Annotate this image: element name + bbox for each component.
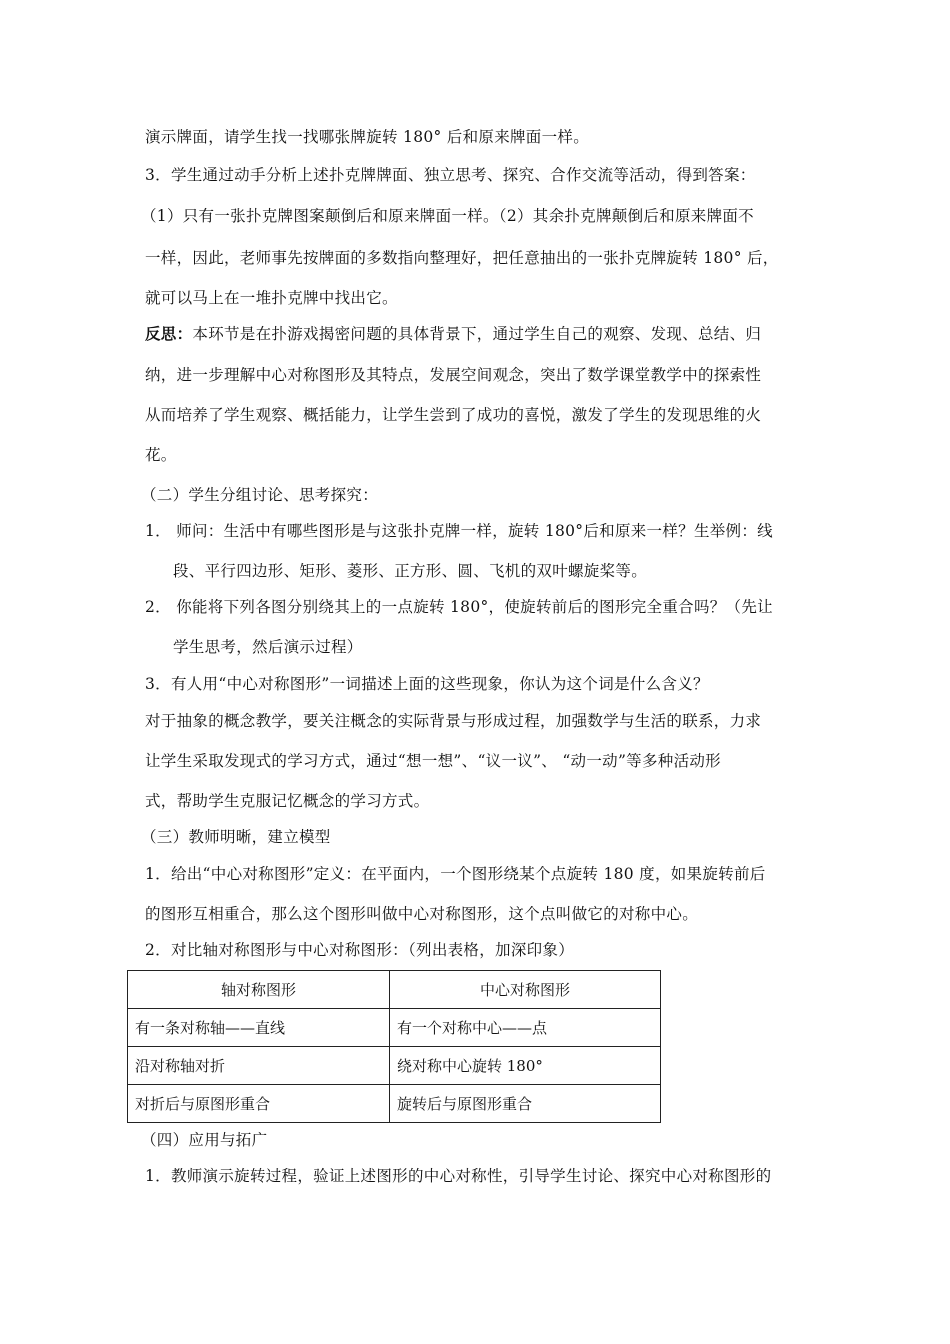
text-line: 1． 师问：生活中有哪些图形是与这张扑克牌一样，旋转 180°后和原来一样？生举例：线 — [145, 522, 773, 540]
text-line: 1．给出“中心对称图形”定义：在平面内，一个图形绕某个点旋转 180 度，如果旋转前后 — [145, 865, 766, 883]
text-line: 3．有人用“中心对称图形”一词描述上面的这些现象，你认为这个词是什么含义？ — [145, 675, 709, 693]
reflection-paragraph — [145, 324, 761, 344]
table-row — [128, 1047, 661, 1085]
table-header-cell: 中心对称图形 — [390, 971, 661, 1009]
text-line: 让学生采取发现式的学习方式，通过“想一想”、“议一议”、 “动一动”等多种活动形 — [145, 752, 721, 770]
table-header-row — [128, 971, 661, 1009]
comparison-table — [127, 970, 661, 1123]
text-line: 2．对比轴对称图形与中心对称图形：（列出表格，加深印象） — [145, 941, 575, 959]
table-cell: 有一个对称中心——点 — [390, 1009, 661, 1047]
text-line: 式，帮助学生克服记忆概念的学习方式。 — [145, 792, 430, 810]
table-cell: 对折后与原图形重合 — [128, 1085, 390, 1123]
text-line: 3．学生通过动手分析上述扑克牌牌面、独立思考、探究、合作交流等活动，得到答案： — [145, 166, 756, 184]
text-line: 演示牌面，请学生找一找哪张牌旋转 180° 后和原来牌面一样。 — [145, 128, 589, 146]
text-line: 段、平行四边形、矩形、菱形、正方形、圆、飞机的双叶螺旋桨等。 — [173, 562, 648, 580]
text-line: 1．教师演示旋转过程，验证上述图形的中心对称性，引导学生讨论、探究中心对称图形的 — [145, 1167, 772, 1185]
text-line: 2． 你能将下列各图分别绕其上的一点旋转 180°，使旋转前后的图形完全重合吗？（先让 — [145, 598, 773, 616]
table-row — [128, 1009, 661, 1047]
text-line: 学生思考，然后演示过程） — [173, 638, 363, 656]
table-cell: 绕对称中心旋转 180° — [390, 1047, 661, 1085]
section-heading: （二）学生分组讨论、思考探究： — [141, 486, 379, 504]
text-line: 花。 — [145, 446, 177, 464]
table-row — [128, 1085, 661, 1123]
section-heading: （三）教师明晰，建立模型 — [141, 828, 331, 846]
section-heading: （四）应用与拓广 — [141, 1131, 268, 1149]
reflection-label: 反思： — [145, 324, 193, 343]
text-line: 从而培养了学生观察、概括能力，让学生尝到了成功的喜悦，激发了学生的发现思维的火 — [145, 406, 762, 424]
table-cell: 有一条对称轴——直线 — [128, 1009, 390, 1047]
text-line: 对于抽象的概念教学，要关注概念的实际背景与形成过程，加强数学与生活的联系，力求 — [145, 712, 762, 730]
text-line: （1）只有一张扑克牌图案颠倒后和原来牌面一样。（2）其余扑克牌颠倒后和原来牌面不 — [141, 207, 754, 225]
table-cell: 旋转后与原图形重合 — [390, 1085, 661, 1123]
text-line: 的图形互相重合，那么这个图形叫做中心对称图形，这个点叫做它的对称中心。 — [145, 905, 699, 923]
text-line: 纳，进一步理解中心对称图形及其特点，发展空间观念，突出了数学课堂教学中的探索性 — [145, 366, 762, 384]
table-header-cell: 轴对称图形 — [128, 971, 390, 1009]
text-line: 就可以马上在一堆扑克牌中找出它。 — [145, 289, 398, 307]
table-cell: 沿对称轴对折 — [128, 1047, 390, 1085]
text-line: 本环节是在扑游戏揭密问题的具体背景下，通过学生自己的观察、发现、总结、归 — [192, 325, 762, 343]
text-line: 一样，因此，老师事先按牌面的多数指向整理好，把任意抽出的一张扑克牌旋转 180° 后， — [145, 249, 779, 267]
